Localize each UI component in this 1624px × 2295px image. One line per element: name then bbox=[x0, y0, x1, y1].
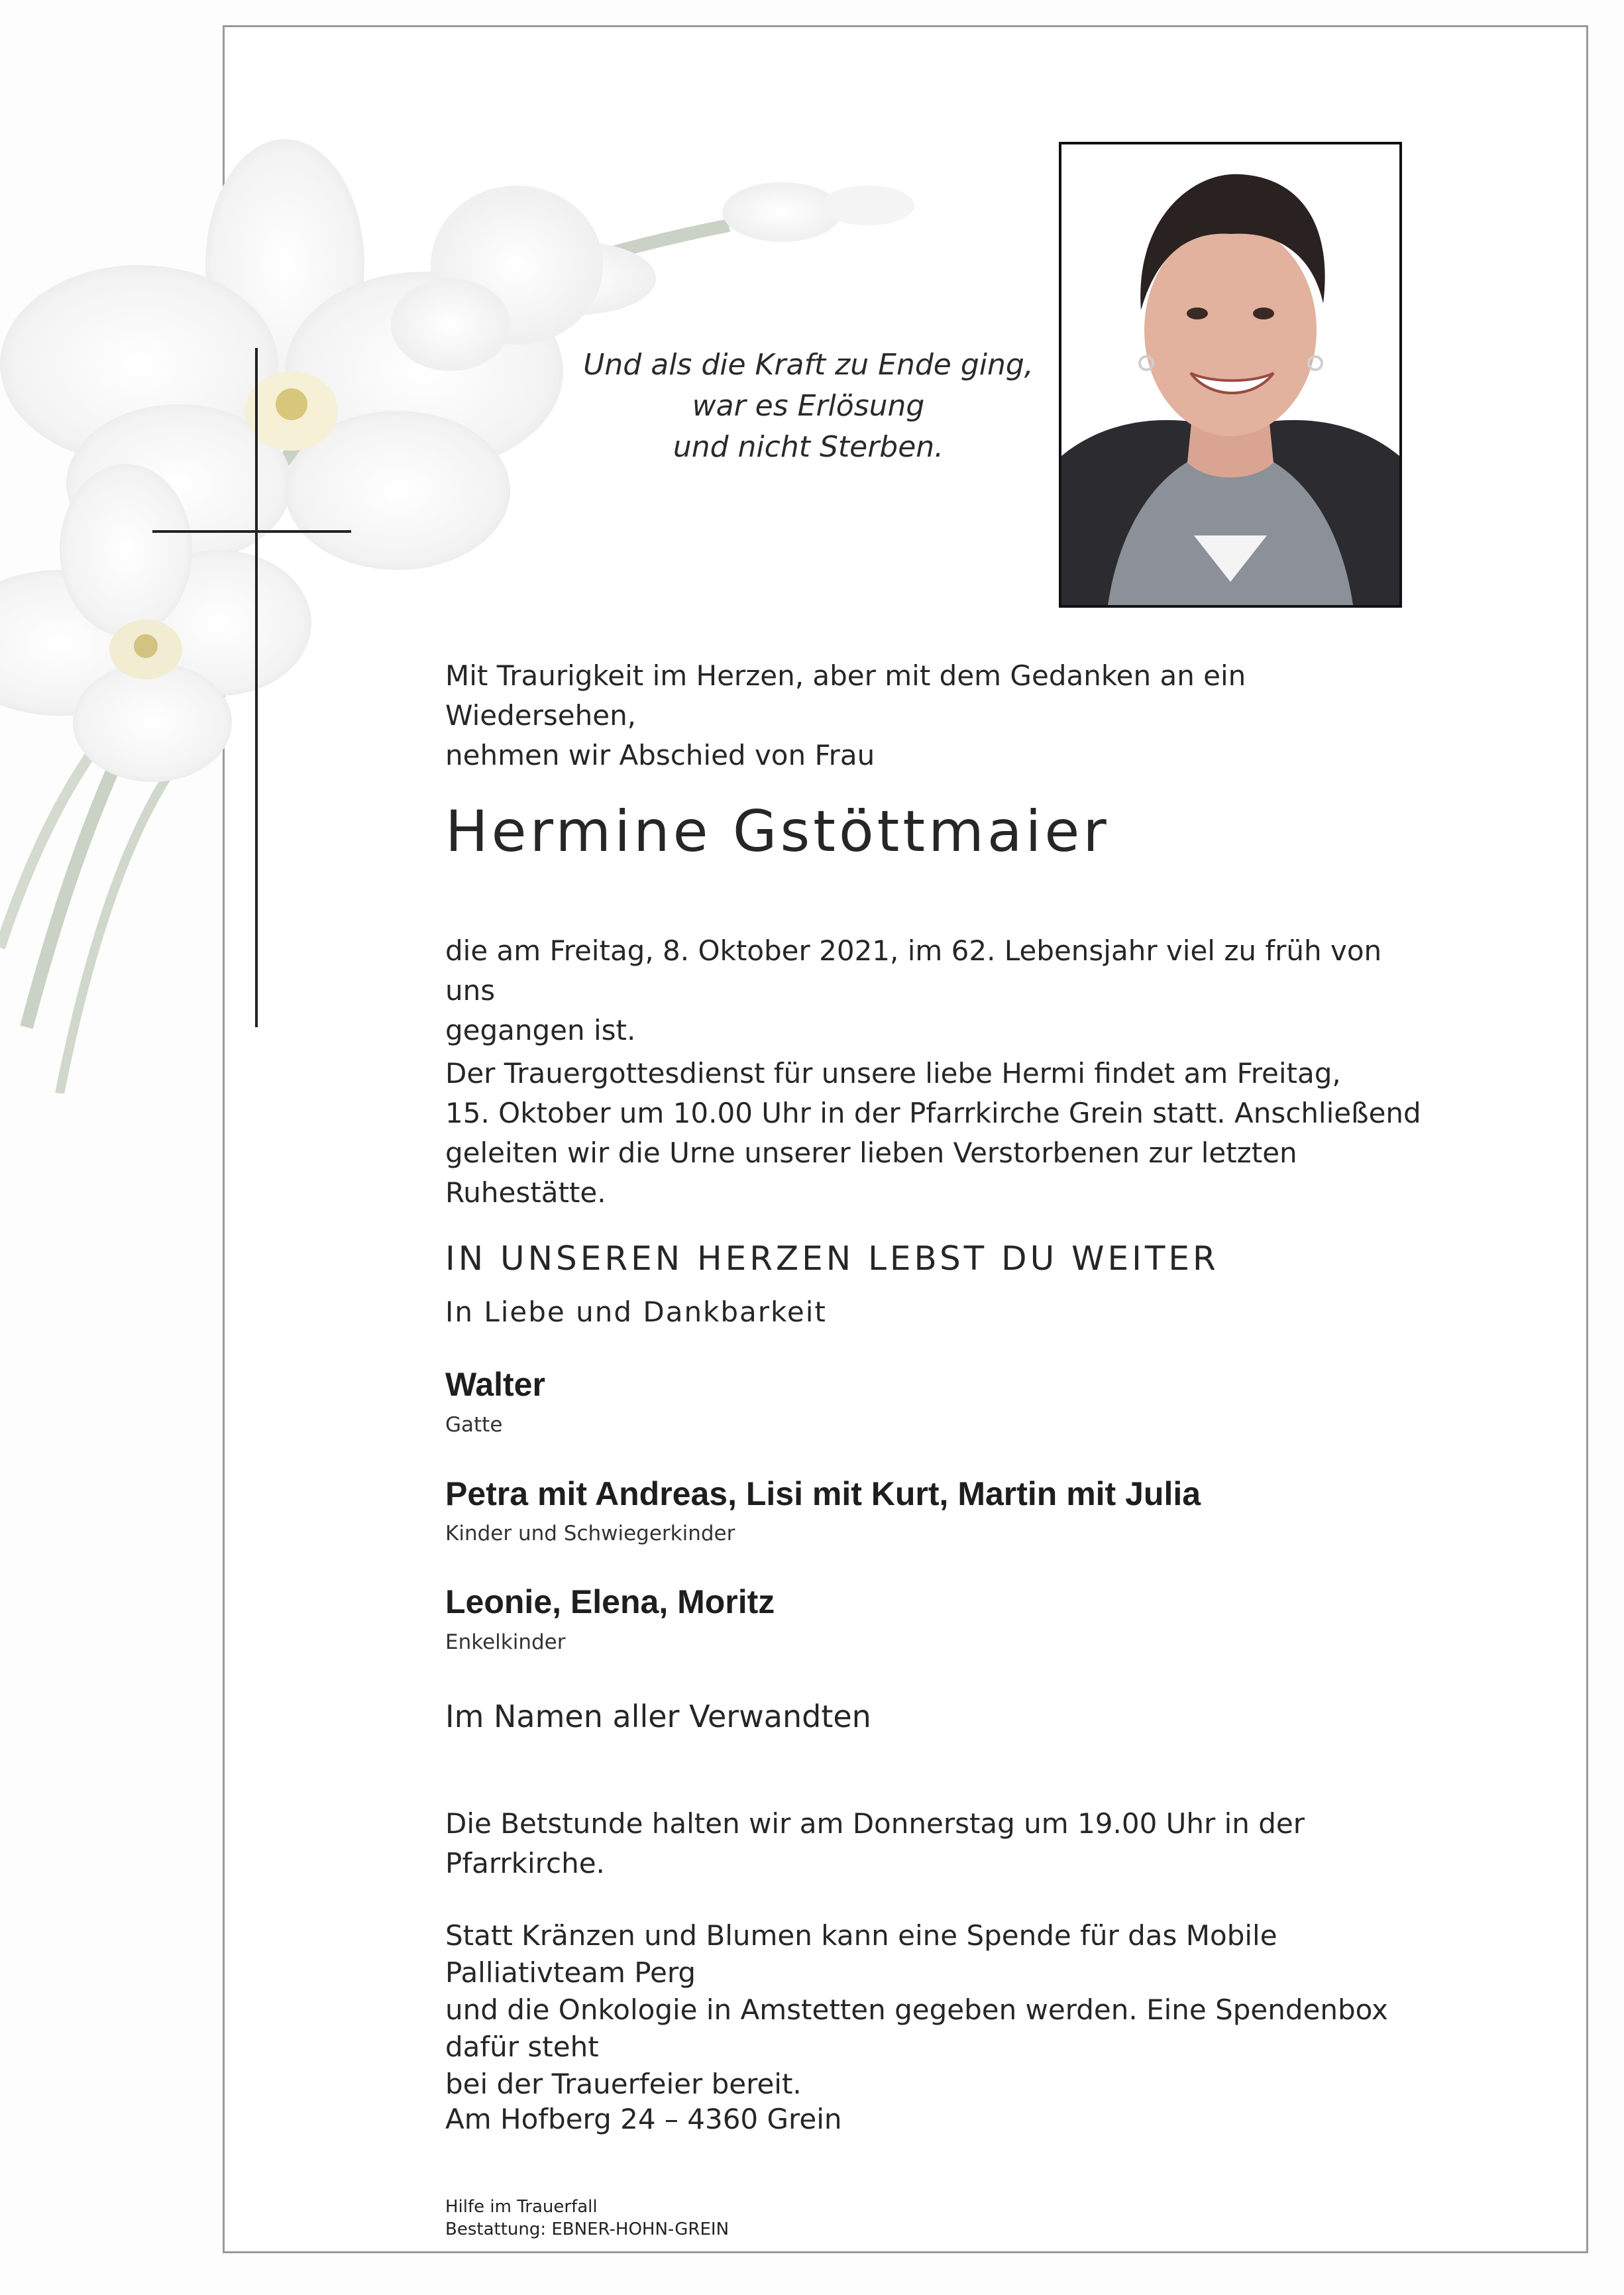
text-line: 15. Oktober um 10.00 Uhr in der Pfarrkirche Grein statt. Anschließend bbox=[445, 1097, 1421, 1129]
text-line: Hilfe im Trauerfall bbox=[445, 2197, 598, 2217]
cross-horizontal bbox=[152, 530, 351, 533]
mourner-names: Leonie, Elena, Moritz bbox=[445, 1583, 775, 1620]
mourner-names: Walter bbox=[445, 1366, 545, 1403]
mourner-relation: Kinder und Schwiegerkinder bbox=[445, 1522, 735, 1545]
relatives-line: Im Namen aller Verwandten bbox=[445, 1699, 871, 1734]
text-line: Mit Traurigkeit im Herzen, aber mit dem Gedanken an ein Wiedersehen, bbox=[445, 659, 1246, 732]
cross-vertical bbox=[255, 348, 258, 1027]
deceased-name: Hermine Gstöttmaier bbox=[445, 799, 1110, 865]
donation-text bbox=[445, 1917, 1439, 2103]
death-notice-text bbox=[445, 931, 1439, 1050]
mourner-relation: Enkelkinder bbox=[445, 1630, 566, 1654]
text-line: Der Trauergottesdienst für unsere liebe Hermi findet am Freitag, bbox=[445, 1057, 1341, 1090]
mourner-relation: Gatte bbox=[445, 1413, 503, 1437]
address-line: Am Hofberg 24 – 4360 Grein bbox=[445, 2103, 842, 2135]
mourner-names: Petra mit Andreas, Lisi mit Kurt, Martin mit Julia bbox=[445, 1475, 1201, 1512]
text-line: gegangen ist. bbox=[445, 1014, 636, 1046]
quote-line: Und als die Kraft zu Ende ging, bbox=[583, 348, 1034, 382]
funeral-service-text bbox=[445, 1054, 1439, 1213]
intro-text bbox=[445, 656, 1439, 775]
gratitude-line: In Liebe und Dankbarkeit bbox=[445, 1296, 827, 1328]
text-line: Statt Kränzen und Blumen kann eine Spende für das Mobile Palliativteam Perg bbox=[445, 1919, 1277, 1989]
prayer-hour-text: Die Betstunde halten wir am Donnerstag um 19.00 Uhr in der Pfarrkirche. bbox=[445, 1807, 1305, 1879]
portrait-photo bbox=[1059, 142, 1402, 608]
memorial-quote bbox=[570, 345, 1047, 468]
motto-heading: IN UNSEREN HERZEN LEBST DU WEITER bbox=[445, 1239, 1219, 1278]
text-line: geleiten wir die Urne unserer lieben Verstorbenen zur letzten Ruhestätte. bbox=[445, 1137, 1297, 1209]
quote-line: war es Erlösung bbox=[692, 389, 925, 423]
text-line: und die Onkologie in Amstetten gegeben werden. Eine Spendenbox dafür steht bbox=[445, 1993, 1388, 2063]
quote-line: und nicht Sterben. bbox=[673, 430, 944, 464]
text-line: nehmen wir Abschied von Frau bbox=[445, 739, 875, 771]
text-line: Bestattung: EBNER-HOHN-GREIN bbox=[445, 2219, 730, 2239]
text-line: die am Freitag, 8. Oktober 2021, im 62. Lebensjahr viel zu früh von uns bbox=[445, 934, 1382, 1007]
text-line: bei der Trauerfeier bereit. bbox=[445, 2068, 802, 2100]
footer-funeral-home bbox=[445, 2196, 729, 2241]
